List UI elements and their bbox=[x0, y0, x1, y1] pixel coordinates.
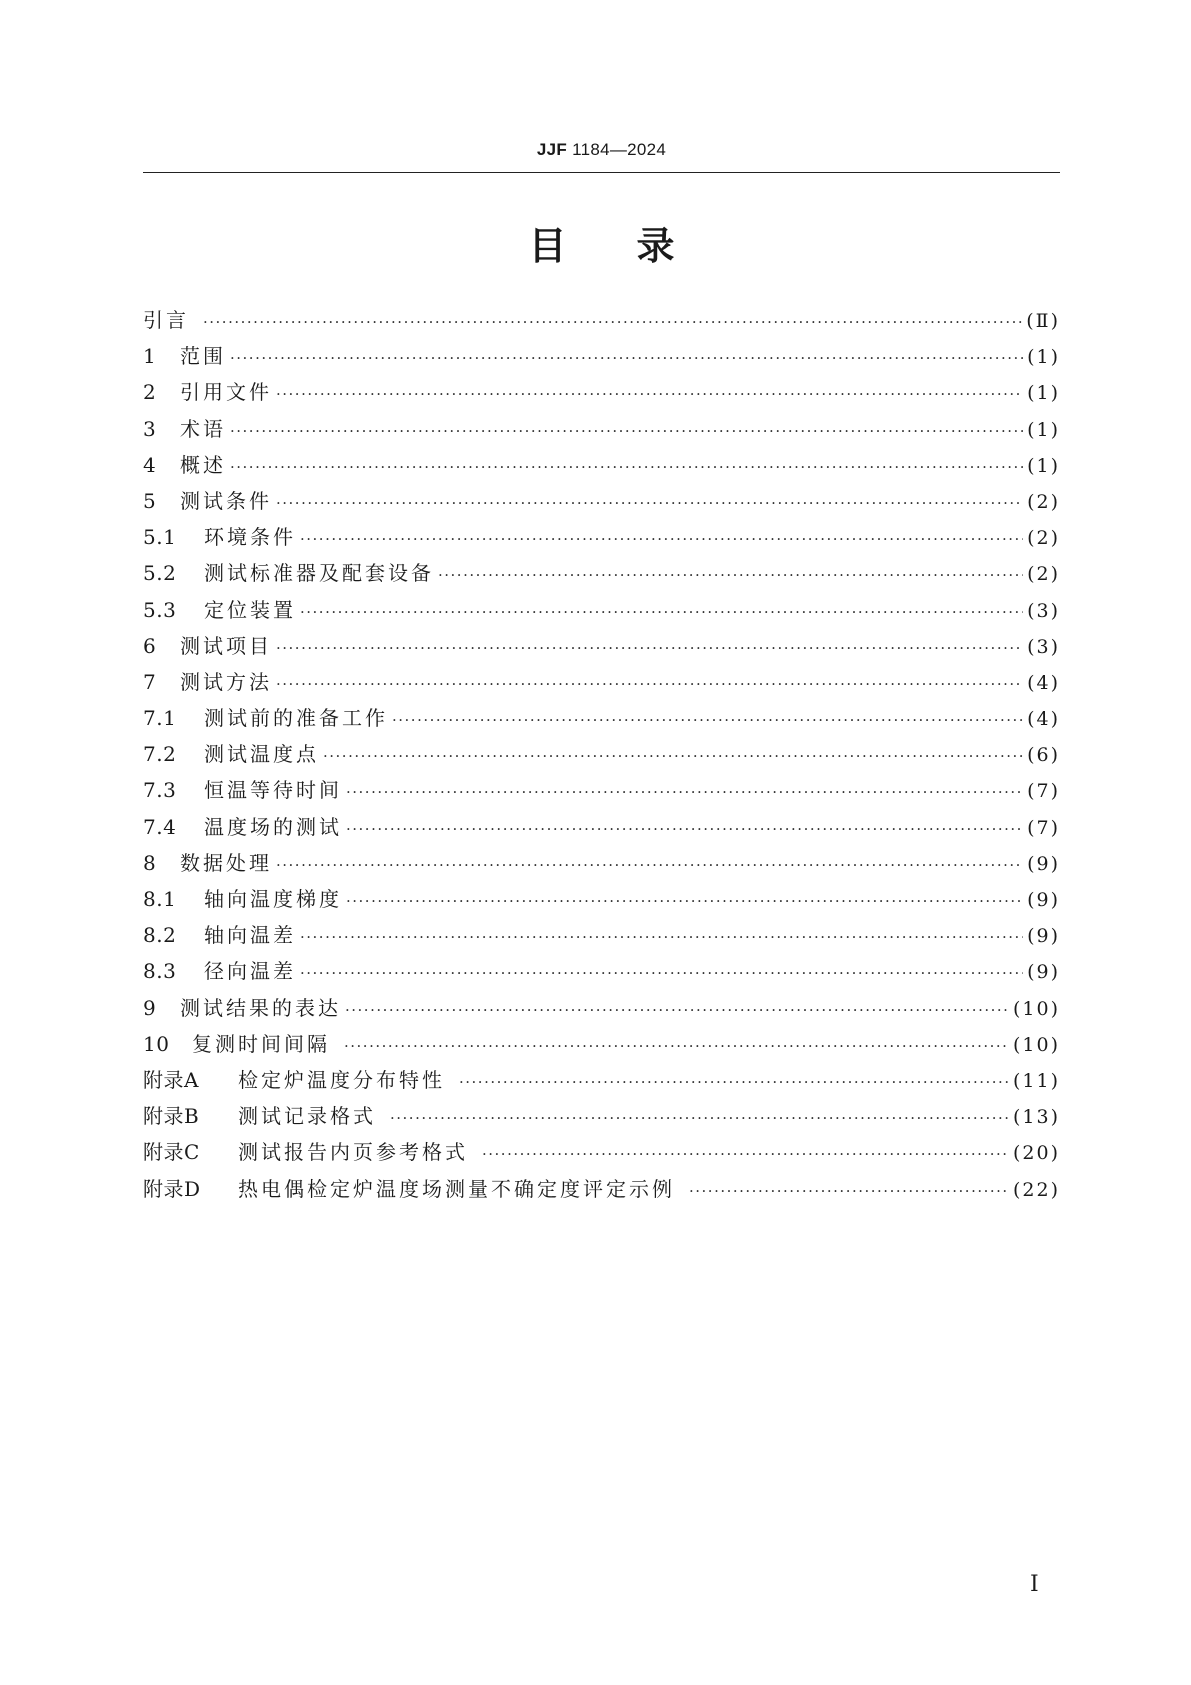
toc-entry-title: 测试前的准备工作 bbox=[204, 706, 388, 731]
toc-entry-page: (3) bbox=[1027, 635, 1060, 658]
toc-entry-number: 2 bbox=[143, 380, 157, 405]
toc-leader-dots bbox=[482, 1136, 1009, 1172]
toc-entry-page: (6) bbox=[1027, 744, 1060, 767]
toc-leader-dots bbox=[300, 521, 1023, 557]
toc-entry[interactable] bbox=[143, 1062, 1060, 1098]
toc-entry-title: 检定炉温度分布特性 bbox=[238, 1067, 445, 1092]
toc-entry-title: 径向温差 bbox=[204, 959, 296, 984]
toc-entry-number: 8.2 bbox=[143, 923, 177, 948]
toc-entry-title: 测试方法 bbox=[180, 669, 272, 694]
toc-entry-page: (9) bbox=[1027, 852, 1060, 875]
toc-entry-page: (10) bbox=[1012, 1033, 1060, 1056]
toc-entry-number: 4 bbox=[143, 452, 157, 477]
toc-entry-title: 温度场的测试 bbox=[204, 814, 342, 839]
toc-entry[interactable] bbox=[143, 736, 1060, 772]
toc-entry-page: (1) bbox=[1027, 418, 1060, 441]
page-title: 目录 bbox=[528, 224, 745, 268]
toc-entry-page: (9) bbox=[1027, 961, 1060, 984]
toc-entry[interactable] bbox=[143, 772, 1060, 808]
toc-entry[interactable] bbox=[143, 447, 1060, 483]
toc-leader-dots bbox=[300, 594, 1023, 630]
toc-entry-number: 7.2 bbox=[143, 742, 177, 767]
toc-entry[interactable] bbox=[143, 1134, 1060, 1170]
toc-entry-number: 附录A bbox=[143, 1067, 199, 1092]
toc-entry-number: 5.2 bbox=[143, 561, 177, 586]
toc-leader-dots bbox=[300, 955, 1023, 991]
toc-entry-title: 引用文件 bbox=[180, 380, 272, 405]
toc-entry-page: (4) bbox=[1027, 671, 1060, 694]
toc-entry[interactable] bbox=[143, 302, 1060, 338]
toc-leader-dots bbox=[230, 449, 1023, 485]
toc-entry[interactable] bbox=[143, 519, 1060, 555]
toc-entry-number: 附录C bbox=[143, 1140, 200, 1165]
toc-entry[interactable] bbox=[143, 411, 1060, 447]
document-code-header bbox=[143, 140, 1060, 160]
toc-entry-page: (2) bbox=[1027, 527, 1060, 550]
toc-entry[interactable] bbox=[143, 881, 1060, 917]
toc-entry-number: 5.3 bbox=[143, 597, 177, 622]
toc-entry-title: 测试记录格式 bbox=[238, 1104, 376, 1129]
toc-entry-title: 数据处理 bbox=[180, 850, 272, 875]
toc-entry-number: 10 bbox=[143, 1031, 170, 1056]
toc-entry-number: 7 bbox=[143, 669, 157, 694]
toc-entry[interactable] bbox=[143, 917, 1060, 953]
toc-entry-page: (2) bbox=[1027, 490, 1060, 513]
toc-leader-dots bbox=[230, 413, 1023, 449]
toc-entry-page: (7) bbox=[1027, 816, 1060, 839]
toc-leader-dots bbox=[276, 485, 1023, 521]
toc-leader-dots bbox=[392, 702, 1023, 738]
toc-entry[interactable] bbox=[143, 990, 1060, 1026]
toc-leader-dots bbox=[390, 1100, 1009, 1136]
toc-entry-page: (2) bbox=[1027, 563, 1060, 586]
toc-leader-dots bbox=[276, 630, 1023, 666]
toc-entry-page: (9) bbox=[1027, 925, 1060, 948]
toc-entry-title: 测试条件 bbox=[180, 488, 272, 513]
toc-leader-dots bbox=[346, 883, 1023, 919]
toc-entry[interactable] bbox=[143, 809, 1060, 845]
toc-entry-number: 7.1 bbox=[143, 706, 177, 731]
toc-leader-dots bbox=[438, 557, 1023, 593]
toc-entry[interactable] bbox=[143, 628, 1060, 664]
toc-entry-number: 9 bbox=[143, 995, 157, 1020]
toc-entry-title: 术语 bbox=[180, 416, 226, 441]
toc-entry-page: (3) bbox=[1027, 599, 1060, 622]
toc-entry[interactable] bbox=[143, 483, 1060, 519]
toc-entry-title: 轴向温度梯度 bbox=[204, 887, 342, 911]
toc-leader-dots bbox=[346, 774, 1023, 810]
toc-leader-dots bbox=[300, 919, 1023, 955]
toc-entry-number: 附录B bbox=[143, 1104, 200, 1129]
toc-entry-page: (4) bbox=[1027, 708, 1060, 731]
toc-entry-page: (10) bbox=[1012, 997, 1060, 1020]
toc-entry-page: (20) bbox=[1012, 1142, 1060, 1165]
toc-entry-title: 定位装置 bbox=[204, 597, 296, 622]
page-number: I bbox=[1030, 1572, 1039, 1597]
document-code-prefix: JJF bbox=[536, 140, 568, 159]
toc-entry-page: (7) bbox=[1027, 780, 1060, 803]
toc-leader-dots bbox=[689, 1173, 1009, 1209]
toc-entry-number: 8 bbox=[143, 850, 157, 875]
document-code-number: 1184—2024 bbox=[567, 140, 667, 159]
toc-entry-title: 恒温等待时间 bbox=[204, 778, 342, 803]
toc-entry-number: 附录D bbox=[143, 1176, 201, 1201]
toc-leader-dots bbox=[459, 1064, 1009, 1100]
toc-entry[interactable] bbox=[143, 374, 1060, 410]
toc-entry-page: (13) bbox=[1012, 1106, 1060, 1129]
toc-leader-dots bbox=[323, 738, 1023, 774]
toc-entry-page: (Ⅱ) bbox=[1026, 310, 1060, 332]
toc-leader-dots bbox=[203, 304, 1022, 340]
toc-entry-number: 7.3 bbox=[143, 778, 177, 803]
toc-entry-title: 环境条件 bbox=[204, 525, 296, 550]
header-divider bbox=[143, 172, 1060, 173]
toc-entry-title: 热电偶检定炉温度场测量不确定度评定示例 bbox=[238, 1176, 675, 1201]
toc-leader-dots bbox=[346, 811, 1023, 847]
toc-leader-dots bbox=[276, 376, 1023, 412]
toc-entry-title: 复测时间间隔 bbox=[192, 1031, 330, 1056]
toc-entry-number: 8.1 bbox=[143, 887, 177, 911]
toc-entry-page: (1) bbox=[1027, 454, 1060, 477]
toc-entry-title: 测试报告内页参考格式 bbox=[238, 1140, 468, 1165]
toc-entry-number: 7.4 bbox=[143, 814, 177, 839]
toc-entry-number: 6 bbox=[143, 633, 157, 658]
toc-entry[interactable] bbox=[143, 664, 1060, 700]
toc-entry-title: 测试结果的表达 bbox=[180, 995, 341, 1020]
toc-leader-dots bbox=[345, 992, 1009, 1028]
toc-entry-title: 概述 bbox=[180, 452, 226, 477]
toc-leader-dots bbox=[230, 340, 1023, 376]
toc-entry[interactable] bbox=[143, 953, 1060, 989]
toc-leader-dots bbox=[276, 666, 1023, 702]
toc-entry-title: 测试项目 bbox=[180, 633, 272, 658]
toc-entry-title: 轴向温差 bbox=[204, 923, 296, 948]
toc-entry[interactable] bbox=[143, 845, 1060, 881]
toc-entry-number: 8.3 bbox=[143, 959, 177, 984]
toc-entry-number: 1 bbox=[143, 344, 157, 369]
toc-leader-dots bbox=[344, 1028, 1009, 1064]
toc-entry[interactable] bbox=[143, 338, 1060, 374]
toc-entry-number: 3 bbox=[143, 416, 157, 441]
toc-entry[interactable] bbox=[143, 700, 1060, 736]
toc-leader-dots bbox=[276, 847, 1023, 883]
toc-entry-title: 引言 bbox=[143, 308, 189, 332]
toc-entry-title: 测试温度点 bbox=[204, 742, 319, 767]
toc-entry-title: 范围 bbox=[180, 344, 226, 369]
toc-entry-number: 5 bbox=[143, 488, 157, 513]
toc-entry-page: (22) bbox=[1012, 1178, 1060, 1201]
toc-entry[interactable] bbox=[143, 592, 1060, 628]
toc-entry-page: (1) bbox=[1027, 382, 1060, 405]
toc-entry[interactable] bbox=[143, 1171, 1060, 1207]
toc-entry-title: 测试标准器及配套设备 bbox=[204, 561, 434, 586]
toc-entry-number: 5.1 bbox=[143, 525, 177, 550]
toc-entry-page: (9) bbox=[1027, 889, 1060, 911]
toc-entry-page: (1) bbox=[1027, 346, 1060, 369]
toc-entry[interactable] bbox=[143, 1026, 1060, 1062]
toc-entry-page: (11) bbox=[1012, 1069, 1060, 1092]
toc-entry[interactable] bbox=[143, 1098, 1060, 1134]
table-of-contents bbox=[143, 302, 1060, 1207]
toc-entry[interactable] bbox=[143, 555, 1060, 591]
